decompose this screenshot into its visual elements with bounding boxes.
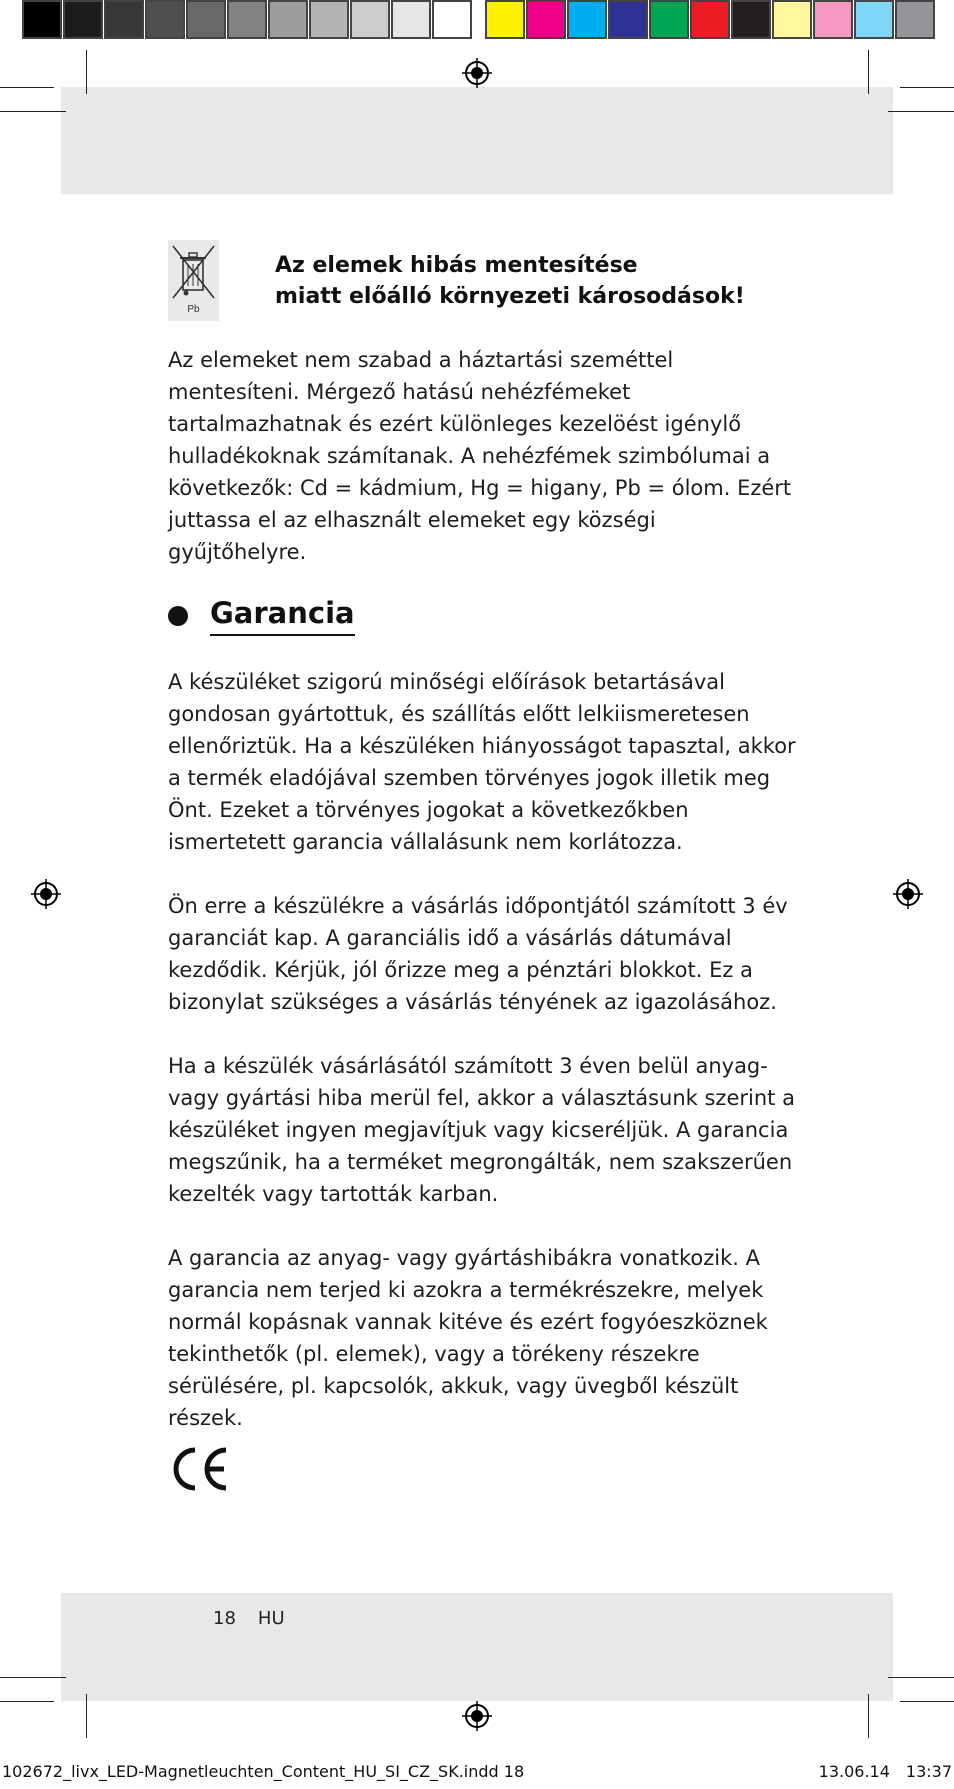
crop-mark — [900, 87, 954, 88]
color-swatch — [567, 0, 607, 39]
top-gray-band — [61, 87, 893, 194]
color-swatch — [731, 0, 771, 39]
color-swatch — [22, 0, 62, 39]
color-swatch — [485, 0, 525, 39]
warranty-heading: Garancia — [210, 596, 355, 636]
crop-mark — [868, 1694, 869, 1738]
registration-mark-icon — [893, 879, 923, 909]
color-swatch — [895, 0, 935, 39]
color-swatch — [649, 0, 689, 39]
color-swatch — [186, 0, 226, 39]
color-swatch — [772, 0, 812, 39]
page-footer — [213, 1608, 307, 1629]
color-swatch — [690, 0, 730, 39]
slug-timestamp — [803, 1762, 952, 1781]
color-swatch — [526, 0, 566, 39]
battery-warning-title — [275, 250, 745, 312]
color-swatch — [350, 0, 390, 39]
crop-mark — [86, 1694, 87, 1738]
color-swatch — [391, 0, 431, 39]
warranty-paragraph: A garancia az anyag- vagy gyártáshibákra vonatkozik. A garancia nem terjed ki azokra a termékrészekre, melyek normál kopásnak vannak kitéve és ezért fogyóeszköznek tekinthetők (pl. elemek), vagy a törékeny részekre sérülésére, pl. kapcsolók, akkuk, vagy üvegből készült részek. — [168, 1246, 768, 1430]
bullet-icon — [168, 606, 188, 626]
color-swatch — [268, 0, 308, 39]
crop-mark — [888, 111, 954, 112]
registration-mark-icon — [31, 879, 61, 909]
ce-mark-icon — [168, 1446, 232, 1496]
slug-filename: 102672_livx_LED-Magnetleuchten_Content_HU_SI_CZ_SK.indd 18 — [2, 1762, 525, 1781]
crop-mark — [86, 50, 87, 94]
page-number: 18 — [213, 1608, 236, 1629]
battery-warning — [168, 240, 788, 322]
color-swatch — [309, 0, 349, 39]
color-swatch — [227, 0, 267, 39]
crop-mark — [0, 1677, 66, 1678]
color-swatch — [145, 0, 185, 39]
warranty-paragraph: Ön erre a készülékre a vásárlás időpontjától számított 3 év garanciát kap. A garanciális idő a vásárlás dátumával kezdődik. Kérjük, jól őrizze meg a pénztári blokkot. Ez a bizonylat szükséges a vásárlás tényének az igazolásához. — [168, 894, 788, 1014]
bottom-gray-band — [61, 1593, 893, 1701]
color-swatch — [813, 0, 853, 39]
crop-mark — [868, 50, 869, 94]
slug-time: 13:37 — [905, 1762, 952, 1781]
crop-mark — [888, 1677, 954, 1678]
battery-warning-title-line1: Az elemek hibás mentesítése — [275, 253, 638, 278]
crop-mark — [900, 1701, 954, 1702]
crossed-out-wheelie-bin-icon — [168, 240, 219, 321]
color-swatch — [432, 0, 472, 39]
battery-warning-title-line2: miatt előálló környezeti károsodások! — [275, 284, 745, 309]
color-swatch — [63, 0, 103, 39]
registration-mark-icon — [462, 1701, 492, 1731]
slug-date: 13.06.14 — [818, 1762, 890, 1781]
language-code: HU — [257, 1608, 285, 1629]
crop-mark — [0, 111, 66, 112]
crop-mark — [0, 87, 54, 88]
registration-mark-icon — [462, 58, 492, 88]
color-swatch — [104, 0, 144, 39]
bin-icon-label: Pb — [187, 304, 200, 315]
color-swatch — [854, 0, 894, 39]
section-heading — [168, 596, 355, 636]
battery-warning-text: Az elemeket nem szabad a háztartási szeméttel mentesíteni. Mérgező hatású nehézfémeket tartalmazhatnak és ezért különleges kezelöést igénylő hulladékoknak számítanak. A nehézfémek szimbólumai a következők: Cd = kádmium, Hg = higany, Pb = ólom. Ezért juttassa el az elhasznált elemeket egy községi gyűjtőhelyre. — [168, 348, 792, 564]
crop-mark — [0, 1701, 54, 1702]
color-swatch — [608, 0, 648, 39]
process-color-bar — [485, 0, 936, 43]
warranty-paragraph: Ha a készülék vásárlásától számított 3 éven belül anyag- vagy gyártási hiba merül fel, akkor a választásunk szerint a készüléket ingyen megjavítjuk vagy kicseréljük. A garancia megszűnik, ha a terméket megrongálták, nem szakszerűen kezelték vagy tartották karban. — [168, 1054, 795, 1206]
grayscale-color-bar — [22, 0, 473, 43]
warranty-paragraph: A készüléket szigorú minőségi előírások betartásával gondosan gyártottuk, és szállítás előtt lelkiismeretesen ellenőriztük. Ha a készüléken hiányosságot tapasztal, akkor a termék eladójával szemben törvényes jogok illetik meg Önt. Ezeket a törvényes jogokat a következőkben ismertetett garancia vállalásunk nem korlátozza. — [168, 670, 796, 854]
